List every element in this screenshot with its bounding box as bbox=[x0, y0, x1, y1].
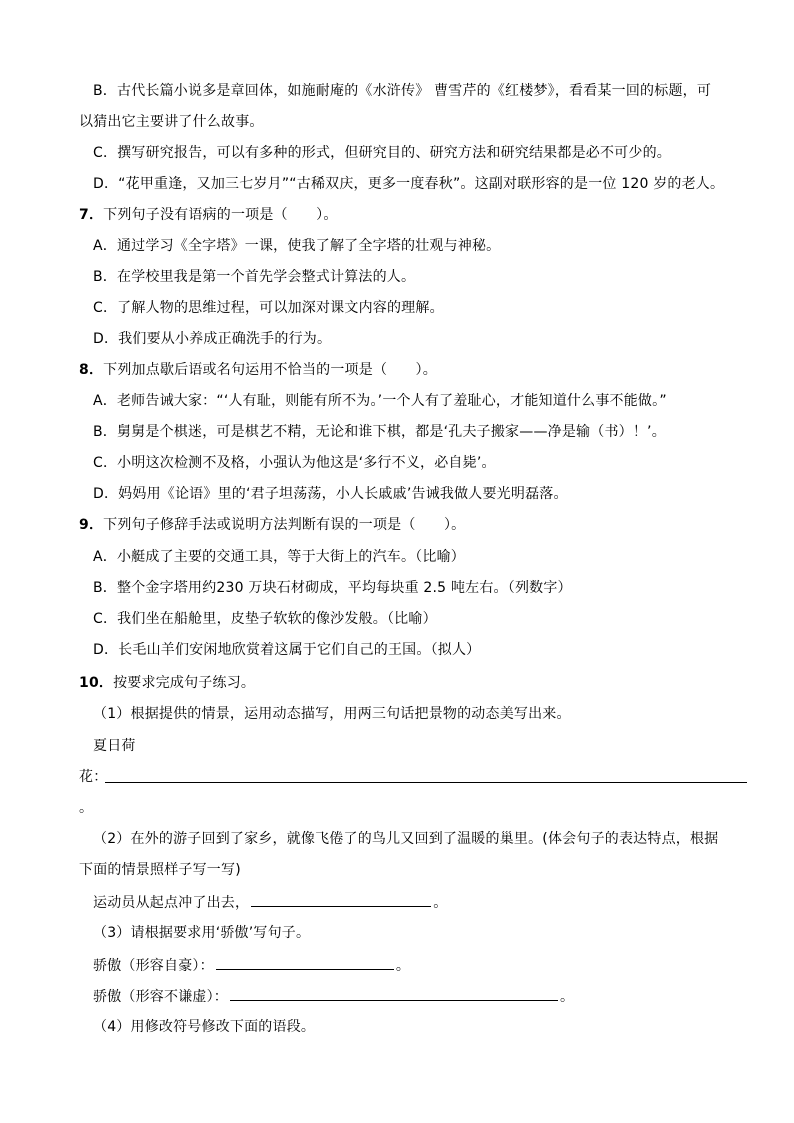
q8-number: 8． bbox=[79, 362, 104, 378]
q7-option-d: D．我们要从小养成正确洗手的行为。 bbox=[93, 331, 332, 347]
q10-part2-prompt-row bbox=[93, 892, 447, 913]
q10-part2-end: 。 bbox=[433, 895, 448, 911]
q9-stem-text: 下列句子修辞手法或说明方法判断有误的一项是（ ）。 bbox=[103, 517, 466, 533]
q9-stem bbox=[79, 515, 465, 535]
q6-option-b-line1: B．古代长篇小说多是章回体，如施耐庵的《水浒传》 曹雪芹的《红楼梦》，看看某一回的标题，可 bbox=[93, 83, 712, 99]
q10-part2-instruction-line2: 下面的情景照样子写一写) bbox=[79, 862, 241, 878]
q7-option-c: C．了解人物的思维过程，可以加深对课文内容的理解。 bbox=[93, 300, 444, 316]
q8-option-c: C．小明这次检测不及格，小强认为他这是‘多行不义，必自毙’。 bbox=[93, 455, 496, 471]
q10-part1-label: 花： bbox=[79, 769, 108, 785]
q10-part3-instruction: （3）请根据要求用‘骄傲’写句子。 bbox=[93, 925, 311, 941]
q8-stem bbox=[79, 360, 437, 380]
q10-stem-text: 按要求完成句子练习。 bbox=[113, 675, 256, 691]
q7-number: 7． bbox=[79, 207, 104, 223]
q7-option-b: B．在学校里我是第一个首先学会整式计算法的人。 bbox=[93, 269, 416, 285]
q7-stem-text: 下列句子没有语病的一项是（ ）。 bbox=[103, 207, 338, 223]
q10-part3a-label: 骄傲（形容自豪）： bbox=[93, 958, 214, 974]
q9-option-a: A．小艇成了主要的交通工具，等于大街上的汽车。（比喻） bbox=[93, 549, 465, 565]
q8-stem-text: 下列加点歇后语或名句运用不恰当的一项是（ ）。 bbox=[103, 362, 437, 378]
q9-option-b: B．整个金字塔用约230 万块石材砌成，平均每块重 2.5 吨左右。（列数字） bbox=[93, 580, 572, 596]
q10-part3b-row bbox=[93, 986, 574, 1007]
q10-stem bbox=[79, 673, 255, 693]
q6-option-b-line2: 以猜出它主要讲了什么故事。 bbox=[79, 114, 264, 130]
q9-option-d: D．长毛山羊们安闲地欣赏着这属于它们自己的王国。（拟人） bbox=[93, 642, 481, 658]
q10-part2-instruction-line1: （2）在外的游子回到了家乡，就像飞倦了的鸟儿又回到了温暖的巢里。(体会句子的表达特点，根据 bbox=[93, 831, 719, 847]
q10-part1-title: 夏日荷 bbox=[93, 738, 136, 754]
q8-option-d: D．妈妈用《论语》里的‘君子坦荡荡，小人长戚戚’告诫我做人要光明磊落。 bbox=[93, 486, 568, 502]
q7-stem bbox=[79, 205, 338, 225]
q10-part1-instruction: （1）根据提供的情景，运用动态描写，用两三句话把景物的动态美写出来。 bbox=[93, 706, 571, 722]
q10-part3a-end: 。 bbox=[395, 958, 411, 974]
q8-option-b: B．舅舅是个棋迷，可是棋艺不精，无论和谁下棋，都是‘孔夫子搬家——净是输（书）！’。 bbox=[93, 424, 666, 440]
q6-option-d: D．“花甲重逢，又加三七岁月”“古稀双庆，更多一度春秋”。这副对联形容的是一位 120 岁的老人。 bbox=[93, 176, 725, 192]
q10-part1-end: 。 bbox=[79, 800, 94, 816]
q8-option-a: A．老师告诫大家：“‘人有耻，则能有所不为。’一个人有了羞耻心，才能知道什么事不能做。” bbox=[93, 393, 667, 409]
q10-part4-instruction: （4）用修改符号修改下面的语段。 bbox=[93, 1019, 316, 1035]
q10-part3b-answer-blank[interactable] bbox=[230, 986, 558, 1001]
q10-part3a-answer-blank[interactable] bbox=[216, 955, 394, 970]
q10-part3b-label: 骄傲（形容不谦虚）： bbox=[93, 989, 228, 1005]
q10-part3a-row bbox=[93, 955, 410, 976]
q10-part2-answer-blank[interactable] bbox=[251, 892, 431, 907]
q10-part1-answer-blank[interactable] bbox=[105, 782, 747, 783]
q10-number: 10． bbox=[79, 675, 114, 691]
q6-option-c: C．撰写研究报告，可以有多种的形式，但研究目的、研究方法和研究结果都是必不可少的。 bbox=[93, 145, 671, 161]
q7-option-a: A．通过学习《全字塔》一课，使我了解了全字塔的壮观与神秘。 bbox=[93, 238, 501, 254]
q9-option-c: C．我们坐在船舱里，皮垫子软软的像沙发般。（比喻） bbox=[93, 611, 437, 627]
q9-number: 9． bbox=[79, 517, 104, 533]
q10-part3b-end: 。 bbox=[560, 989, 575, 1005]
q10-part2-prompt: 运动员从起点冲了出去， bbox=[93, 895, 250, 911]
